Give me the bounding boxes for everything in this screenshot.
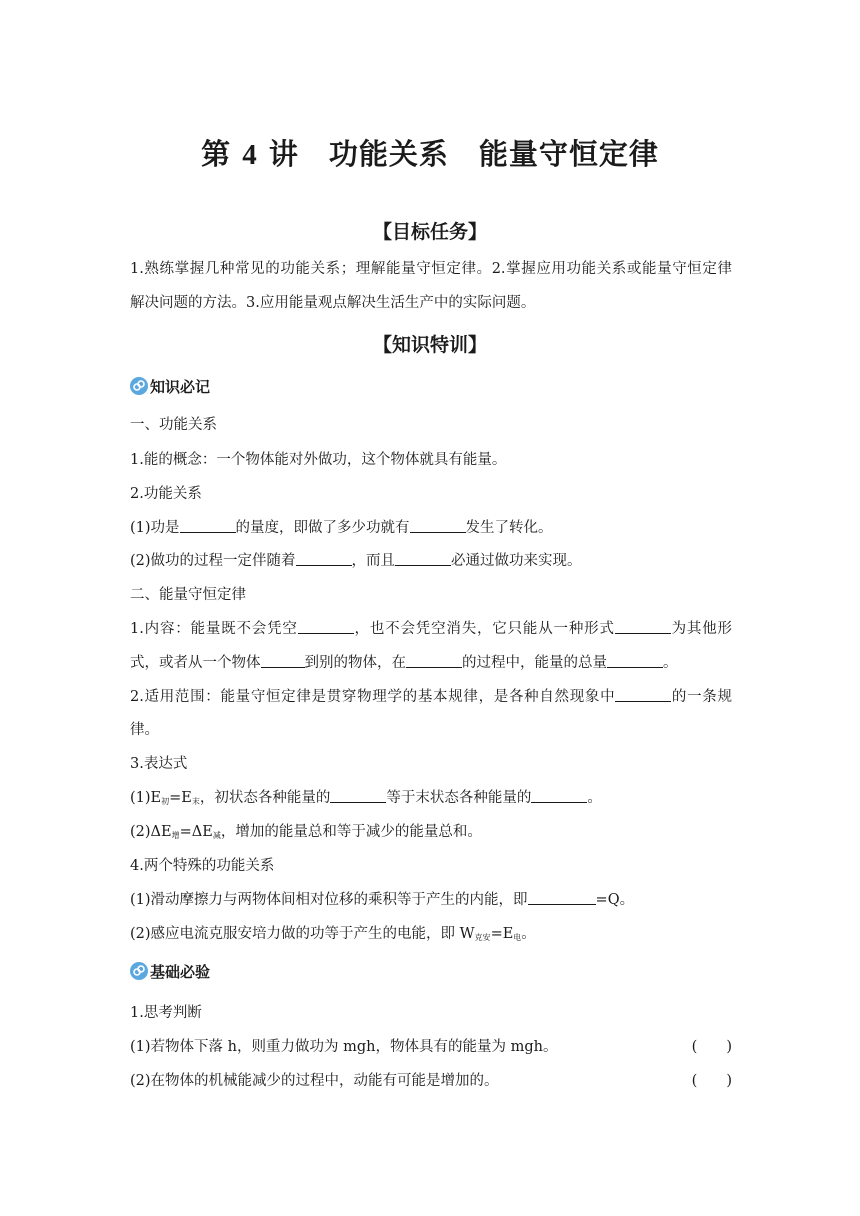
goal-line-2: 解决问题的方法。3.应用能量观点解决生活生产中的实际问题。: [130, 295, 536, 311]
special-relation-2: (2)感应电流克服安培力做的功等于产生的电能，即 $W_{克安}=E_电$。: [130, 926, 536, 942]
think-judge-title: 1.思考判断: [130, 1005, 202, 1021]
link-icon: [130, 962, 148, 980]
expression-title: 3.表达式: [130, 756, 188, 772]
item-1: (1)功是 的量度，即做了多少功就有 发生了转化。: [130, 520, 553, 536]
answer-bracket[interactable]: ( ): [691, 1039, 732, 1055]
judge-item-1: (1)若物体下落 h，则重力做功为 mgh，物体具有的能量为 mgh。 ( ): [130, 1036, 732, 1058]
knowledge-header: 知识必记: [130, 375, 210, 399]
goal-header: 【目标任务】: [372, 221, 487, 243]
goal-line-1: 1.熟练掌握几种常见的功能关系；理解能量守恒定律。2.掌握应用功能关系或能量守恒定律: [130, 261, 732, 277]
section-2-title: 二、能量守恒定律: [130, 587, 246, 603]
answer-bracket[interactable]: ( ): [691, 1073, 732, 1089]
content-line-1: 1.内容：能量既不会凭空 ，也不会凭空消失，它只能从一种形式 为其他形: [130, 621, 733, 637]
expression-1: $(1)E_初=E_末$，初状态各种能量的 等于末状态各种能量的 。: [130, 790, 602, 806]
scope-line-1: 2.适用范围：能量守恒定律是贯穿物理学的基本规律，是各种自然现象中 的一条规: [130, 689, 732, 705]
scope-line-2: 律。: [130, 722, 159, 738]
judge-item-2: (2)在物体的机械能减少的过程中，动能有可能是增加的。 ( ): [130, 1070, 732, 1092]
special-relations-title: 4.两个特殊的功能关系: [130, 858, 275, 874]
content-line-2: 式，或者从一个物体 到别的物体，在 的过程中，能量的总量 。: [130, 655, 678, 671]
page-title: 第 4 讲 功能关系 能量守恒定律: [201, 137, 659, 171]
work-energy-relation: 2.功能关系: [130, 486, 202, 502]
link-icon: [130, 377, 148, 395]
section-1-title: 一、功能关系: [130, 417, 217, 433]
energy-concept: 1.能的概念：一个物体能对外做功，这个物体就具有能量。: [130, 452, 507, 468]
training-header: 【知识特训】: [372, 334, 487, 356]
expression-2: $(2)\Delta E_增=\Delta E_减$，增加的能量总和等于减少的能量总和。: [130, 824, 482, 840]
item-2: (2)做功的过程一定伴随着 ，而且 必通过做功来实现。: [130, 553, 582, 569]
special-relation-1: (1)滑动摩擦力与两物体间相对位移的乘积等于产生的内能，即 =Q。: [130, 892, 635, 908]
basic-header: 基础必验: [130, 960, 210, 984]
